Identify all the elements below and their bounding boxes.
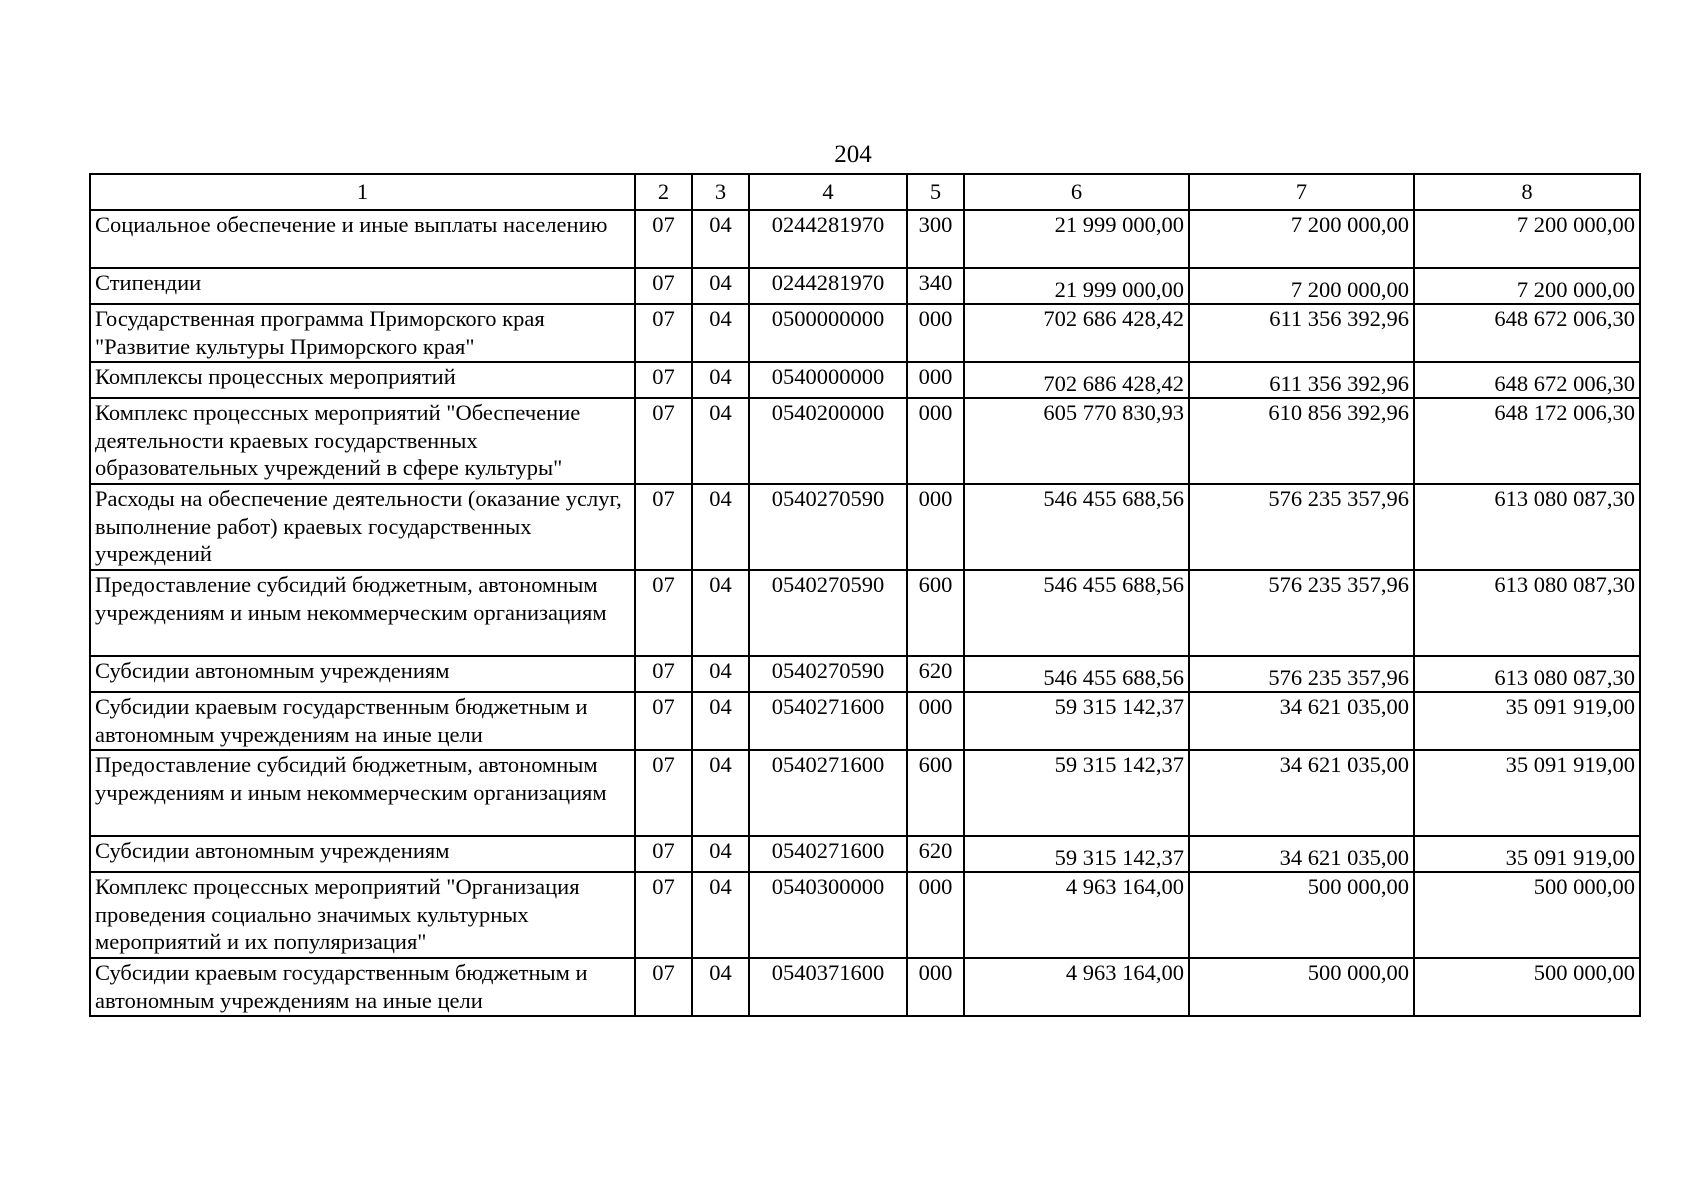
subsection-code: 04 <box>692 958 749 1016</box>
expense-type-code: 000 <box>907 398 964 484</box>
table-row <box>90 750 1640 836</box>
row-name: Предоставление субсидий бюджетным, автономным учреждениям и иным некоммерческим организациям <box>90 570 635 656</box>
column-header-4: 4 <box>749 174 907 210</box>
row-name: Предоставление субсидий бюджетным, автономным учреждениям и иным некоммерческим организациям <box>90 750 635 836</box>
expense-type-code: 000 <box>907 872 964 958</box>
amount-col7: 34 621 035,00 <box>1189 750 1414 836</box>
amount-col6: 546 455 688,56 <box>964 656 1189 692</box>
subsection-code: 04 <box>692 210 749 268</box>
column-header-1: 1 <box>90 174 635 210</box>
expense-type-code: 000 <box>907 484 964 570</box>
target-article-code: 0540270590 <box>749 484 907 570</box>
amount-col8: 648 672 006,30 <box>1414 362 1640 398</box>
section-code: 07 <box>635 836 692 872</box>
table-row <box>90 210 1640 268</box>
target-article-code: 0540300000 <box>749 872 907 958</box>
subsection-code: 04 <box>692 656 749 692</box>
table-row <box>90 692 1640 750</box>
subsection-code: 04 <box>692 570 749 656</box>
table-row <box>90 304 1640 362</box>
row-name: Государственная программа Приморского края "Развитие культуры Приморского края" <box>90 304 635 362</box>
target-article-code: 0540270590 <box>749 656 907 692</box>
expense-type-code: 620 <box>907 656 964 692</box>
table-row <box>90 570 1640 656</box>
subsection-code: 04 <box>692 750 749 836</box>
target-article-code: 0540270590 <box>749 570 907 656</box>
amount-col6: 4 963 164,00 <box>964 958 1189 1016</box>
amount-col6: 702 686 428,42 <box>964 304 1189 362</box>
section-code: 07 <box>635 398 692 484</box>
subsection-code: 04 <box>692 872 749 958</box>
target-article-code: 0540000000 <box>749 362 907 398</box>
target-article-code: 0540271600 <box>749 692 907 750</box>
section-code: 07 <box>635 958 692 1016</box>
table-row <box>90 656 1640 692</box>
amount-col6: 4 963 164,00 <box>964 872 1189 958</box>
expense-type-code: 000 <box>907 958 964 1016</box>
amount-col8: 7 200 000,00 <box>1414 210 1640 268</box>
expense-type-code: 600 <box>907 750 964 836</box>
table-row <box>90 484 1640 570</box>
section-code: 07 <box>635 750 692 836</box>
amount-col6: 21 999 000,00 <box>964 268 1189 304</box>
row-name: Социальное обеспечение и иные выплаты населению <box>90 210 635 268</box>
expense-type-code: 000 <box>907 304 964 362</box>
expense-type-code: 600 <box>907 570 964 656</box>
row-name: Комплекс процессных мероприятий "Организация проведения социально значимых культурных мероприятий и их популяризация" <box>90 872 635 958</box>
table-row <box>90 836 1640 872</box>
amount-col8: 648 172 006,30 <box>1414 398 1640 484</box>
table-row <box>90 362 1640 398</box>
table-row <box>90 268 1640 304</box>
amount-col8: 7 200 000,00 <box>1414 268 1640 304</box>
subsection-code: 04 <box>692 836 749 872</box>
amount-col6: 21 999 000,00 <box>964 210 1189 268</box>
amount-col8: 500 000,00 <box>1414 958 1640 1016</box>
amount-col7: 576 235 357,96 <box>1189 484 1414 570</box>
section-code: 07 <box>635 872 692 958</box>
target-article-code: 0540200000 <box>749 398 907 484</box>
amount-col6: 546 455 688,56 <box>964 484 1189 570</box>
expense-type-code: 000 <box>907 362 964 398</box>
expense-type-code: 620 <box>907 836 964 872</box>
amount-col7: 34 621 035,00 <box>1189 692 1414 750</box>
amount-col7: 7 200 000,00 <box>1189 210 1414 268</box>
column-header-7: 7 <box>1189 174 1414 210</box>
table-row <box>90 872 1640 958</box>
row-name: Субсидии автономным учреждениям <box>90 836 635 872</box>
amount-col6: 605 770 830,93 <box>964 398 1189 484</box>
row-name: Стипендии <box>90 268 635 304</box>
subsection-code: 04 <box>692 304 749 362</box>
amount-col8: 500 000,00 <box>1414 872 1640 958</box>
amount-col8: 35 091 919,00 <box>1414 692 1640 750</box>
column-header-6: 6 <box>964 174 1189 210</box>
section-code: 07 <box>635 656 692 692</box>
row-name: Субсидии краевым государственным бюджетным и автономным учреждениям на иные цели <box>90 958 635 1016</box>
target-article-code: 0540271600 <box>749 750 907 836</box>
page-number: 204 <box>834 141 872 168</box>
amount-col7: 610 856 392,96 <box>1189 398 1414 484</box>
target-article-code: 0540271600 <box>749 836 907 872</box>
subsection-code: 04 <box>692 484 749 570</box>
subsection-code: 04 <box>692 398 749 484</box>
row-name: Субсидии автономным учреждениям <box>90 656 635 692</box>
row-name: Комплексы процессных мероприятий <box>90 362 635 398</box>
amount-col7: 34 621 035,00 <box>1189 836 1414 872</box>
section-code: 07 <box>635 304 692 362</box>
budget-table <box>89 173 1641 1017</box>
amount-col7: 611 356 392,96 <box>1189 304 1414 362</box>
column-header-5: 5 <box>907 174 964 210</box>
amount-col7: 500 000,00 <box>1189 872 1414 958</box>
table-row <box>90 958 1640 1016</box>
expense-type-code: 340 <box>907 268 964 304</box>
amount-col8: 35 091 919,00 <box>1414 836 1640 872</box>
amount-col7: 576 235 357,96 <box>1189 570 1414 656</box>
amount-col8: 648 672 006,30 <box>1414 304 1640 362</box>
subsection-code: 04 <box>692 692 749 750</box>
amount-col7: 500 000,00 <box>1189 958 1414 1016</box>
row-name: Расходы на обеспечение деятельности (оказание услуг, выполнение работ) краевых государственных учреждений <box>90 484 635 570</box>
subsection-code: 04 <box>692 362 749 398</box>
amount-col7: 576 235 357,96 <box>1189 656 1414 692</box>
amount-col7: 611 356 392,96 <box>1189 362 1414 398</box>
target-article-code: 0540371600 <box>749 958 907 1016</box>
amount-col8: 613 080 087,30 <box>1414 484 1640 570</box>
target-article-code: 0244281970 <box>749 268 907 304</box>
section-code: 07 <box>635 362 692 398</box>
column-header-8: 8 <box>1414 174 1640 210</box>
amount-col6: 546 455 688,56 <box>964 570 1189 656</box>
amount-col8: 613 080 087,30 <box>1414 656 1640 692</box>
table-row <box>90 398 1640 484</box>
amount-col6: 59 315 142,37 <box>964 692 1189 750</box>
amount-col6: 702 686 428,42 <box>964 362 1189 398</box>
row-name: Субсидии краевым государственным бюджетным и автономным учреждениям на иные цели <box>90 692 635 750</box>
amount-col8: 35 091 919,00 <box>1414 750 1640 836</box>
section-code: 07 <box>635 268 692 304</box>
target-article-code: 0500000000 <box>749 304 907 362</box>
expense-type-code: 300 <box>907 210 964 268</box>
amount-col7: 7 200 000,00 <box>1189 268 1414 304</box>
amount-col6: 59 315 142,37 <box>964 750 1189 836</box>
column-header-3: 3 <box>692 174 749 210</box>
amount-col8: 613 080 087,30 <box>1414 570 1640 656</box>
column-header-2: 2 <box>635 174 692 210</box>
section-code: 07 <box>635 692 692 750</box>
header-row <box>90 174 1640 210</box>
target-article-code: 0244281970 <box>749 210 907 268</box>
section-code: 07 <box>635 484 692 570</box>
expense-type-code: 000 <box>907 692 964 750</box>
subsection-code: 04 <box>692 268 749 304</box>
section-code: 07 <box>635 210 692 268</box>
section-code: 07 <box>635 570 692 656</box>
row-name: Комплекс процессных мероприятий "Обеспечение деятельности краевых государственных образовательных учреждений в сфере культуры" <box>90 398 635 484</box>
amount-col6: 59 315 142,37 <box>964 836 1189 872</box>
